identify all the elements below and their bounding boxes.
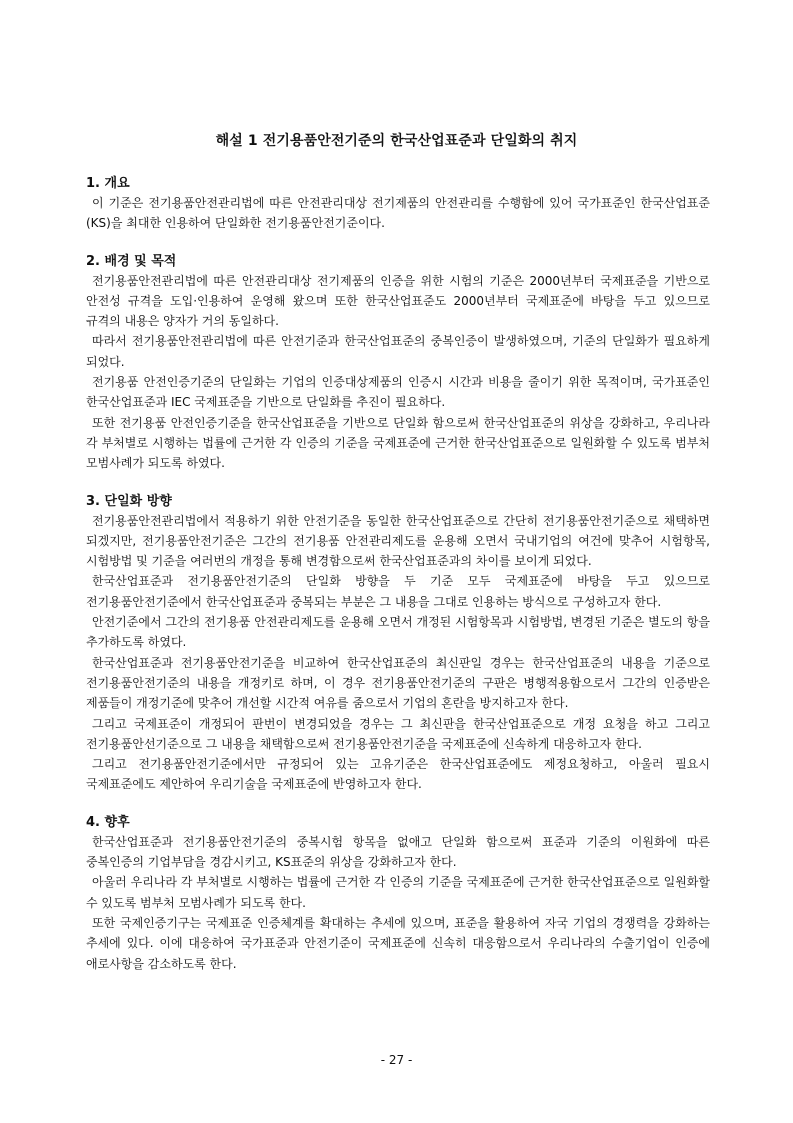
paragraph: 한국산업표준과 전기용품안전기준의 중복시험 항목을 없애고 단일화 함으로써 표준과 기준의 이원화에 따른 중복인증의 기업부담을 경감시키고, KS표준의 위상을 강화하고자 한다. (86, 834, 710, 870)
paragraph: 따라서 전기용품안전관리법에 따른 안전기준과 한국산업표준의 중복인증이 발생하였으며, 기준의 단일화가 필요하게 되었다. (86, 334, 710, 369)
paragraph: 한국산업표준과 전기용품안전기준의 단일화 방향을 두 기준 모두 국제표준에 바탕을 두고 있으므로 전기용품안전기준에서 한국산업표준과 중복되는 부분은 그 내용을 그대로 인용하는 방식으로 구성하고자 한다. (86, 574, 710, 609)
paragraph: 안전기준에서 그간의 전기용품 안전관리제도를 운용해 오면서 개정된 시험항목과 시험방법, 변경된 기준은 별도의 항을 추가하도록 하였다. (86, 615, 710, 650)
section-background-purpose (86, 252, 710, 474)
paragraph: 그리고 국제표준이 개정되어 판번이 변경되었을 경우는 그 최신판을 한국산업표준으로 개정 요청을 하고 그리고 전기용품안선기준으로 그 내용을 채택함으로써 전기용품안전기준을 국제표준에 신속하게 대응하고자 한다. (86, 716, 710, 751)
page-number: - 27 - (380, 1053, 413, 1067)
paragraph: 전기용품 안전인증기준의 단일화는 기업의 인증대상제품의 인증시 시간과 비용을 줄이기 위한 목적이며, 국가표준인 한국산업표준과 IEC 국제표준을 기반으로 단일화를 추진이 필요하다. (86, 375, 710, 410)
section-overview (86, 174, 710, 234)
section-heading: 1. 개요 (86, 176, 130, 191)
section-future (86, 813, 710, 974)
paragraph: 또한 국제인증기구는 국제표준 인증체계를 확대하는 추세에 있으며, 표준을 활용하여 자국 기업의 경쟁력을 강화하는 추세에 있다. 이에 대응하여 국가표준과 안전기준이 국제표준에 신속히 대응함으로서 우리나라의 수출기업이 인증에 애로사항을 감소하도록 한다. (86, 915, 710, 971)
document-title: 해설 1 전기용품안전기준의 한국산업표준과 단일화의 취지 (215, 133, 578, 149)
section-heading: 2. 배경 및 목적 (86, 253, 177, 269)
section-unification-direction (86, 492, 710, 795)
paragraph: 한국산업표준과 전기용품안전기준을 비교하여 한국산업표준의 최신판일 경우는 한국산업표준의 내용을 기준으로 전기용품안전기준의 내용을 개정키로 하며, 이 경우 전기용품안전기준의 구판은 병행적용함으로서 그간의 인증받은 제품들이 개정기준에 맞추어 개선할 시간적 여유를 줌으로서 기업의 혼란을 방지하고자 한다. (86, 655, 710, 711)
paragraph: 전기용품안전관리법에서 적용하기 위한 안전기준을 동일한 한국산업표준으로 간단히 전기용품안전기준으로 채택하면 되겠지만, 전기용품안전기준은 그간의 전기용품 안전관리제도를 운용해 오면서 국내기업의 여건에 맞추어 시험항목, 시험방법 및 기준을 여러번의 개정을 통해 변경함으로써 한국산업표준과의 차이를 보이게 되었다. (86, 513, 710, 569)
paragraph: 전기용품안전관리법에 따른 안전관리대상 전기제품의 인증을 위한 시험의 기준은 2000년부터 국제표준을 기반으로 안전성 규격을 도입·인용하여 운영해 왔으며 또한 한국산업표준도 2000년부터 국제표준에 바탕을 두고 있으므로 규격의 내용은 양자가 거의 동일하다. (86, 273, 710, 329)
paragraph: 또한 전기용품 안전인증기준을 한국산업표준을 기반으로 단일화 함으로써 한국산업표준의 위상을 강화하고, 우리나라 각 부처별로 시행하는 법률에 근거한 각 인증의 기준을 국제표준에 근거한 한국산업표준으로 일원화할 수 있도록 범부처 모범사례가 되도록 하였다. (86, 415, 710, 471)
paragraph: 아울러 우리나라 각 부처별로 시행하는 법률에 근거한 각 인증의 기준을 국제표준에 근거한 한국산업표준으로 일원화할 수 있도록 범부처 모범사례가 되도록 한다. (86, 875, 710, 910)
document-body (86, 174, 710, 992)
section-heading: 4. 향후 (86, 814, 130, 830)
section-heading: 3. 단일화 방향 (86, 493, 172, 509)
paragraph: 이 기준은 전기용품안전관리법에 따른 안전관리대상 전기제품의 안전관리를 수행함에 있어 국가표준인 한국산업표준(KS)을 최대한 인용하여 단일화한 전기용품안전기준이다. (86, 196, 710, 231)
paragraph: 그리고 전기용품안전기준에서만 규정되어 있는 고유기준은 한국산업표준에도 제정요청하고, 아울러 필요시 국제표준에도 제안하여 우리기술을 국제표준에 반영하고자 한다. (86, 757, 710, 792)
